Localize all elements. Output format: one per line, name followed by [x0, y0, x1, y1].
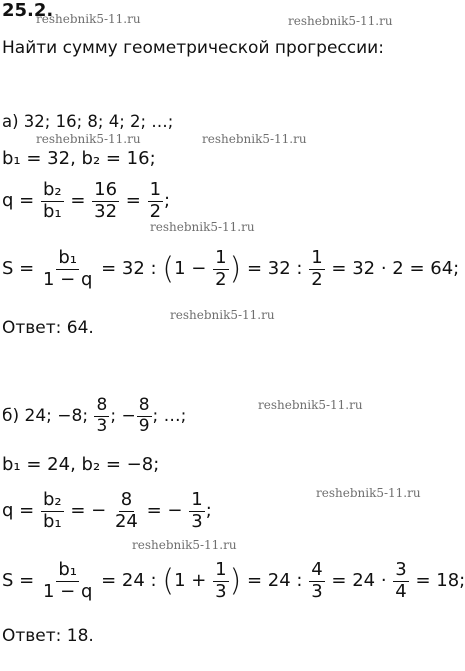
sequence-a: а) 32; 16; 8; 4; 2; …;: [2, 112, 174, 131]
sequence-b: б) 24; −8; $\frac{8}{3}$ ; − $\frac{8}{9}$ ; …;: [2, 395, 187, 436]
watermark: reshebnik5-11.ru: [258, 398, 363, 412]
problem-number: 25.2.: [2, 0, 54, 21]
answer-a: Ответ: 64.: [2, 318, 94, 338]
sum-formula-b: S = $\frac{\text{b₁}}{1 - q}$ = 24 : (1 + $\frac{1}{3}$ ) = 24 : $\frac{4}{3}$ = 24 · $\frac{3}{4}$ = 18;: [2, 559, 465, 602]
watermark: reshebnik5-11.ru: [316, 486, 421, 500]
q-formula-a: q = $\frac{\text{b₂}}{\text{b₁}}$ = $\frac{16}{32}$ = $\frac{1}{2}$ ;: [2, 179, 171, 222]
watermark: reshebnik5-11.ru: [36, 132, 141, 146]
task-statement: Найти сумму геометрической прогрессии:: [2, 38, 384, 58]
q-formula-b: q = $\frac{\text{b₂}}{\text{b₁}}$ = − $\frac{8}{24}$ = − $\frac{1}{3}$ ;: [2, 489, 212, 532]
watermark: reshebnik5-11.ru: [132, 538, 237, 552]
watermark: reshebnik5-11.ru: [202, 132, 307, 146]
b-values-b: b₁ = 24, b₂ = −8;: [2, 454, 160, 475]
sum-formula-a: S = $\frac{\text{b₁}}{1 - q}$ = 32 : (1 − $\frac{1}{2}$ ) = 32 : $\frac{1}{2}$ = 32 · 2 = 64;: [2, 247, 460, 290]
watermark: reshebnik5-11.ru: [150, 220, 255, 234]
watermark: reshebnik5-11.ru: [288, 14, 393, 28]
watermark: reshebnik5-11.ru: [170, 308, 275, 322]
watermark: reshebnik5-11.ru: [36, 12, 141, 26]
answer-b: Ответ: 18.: [2, 626, 94, 646]
b-values-a: b₁ = 32, b₂ = 16;: [2, 148, 156, 169]
